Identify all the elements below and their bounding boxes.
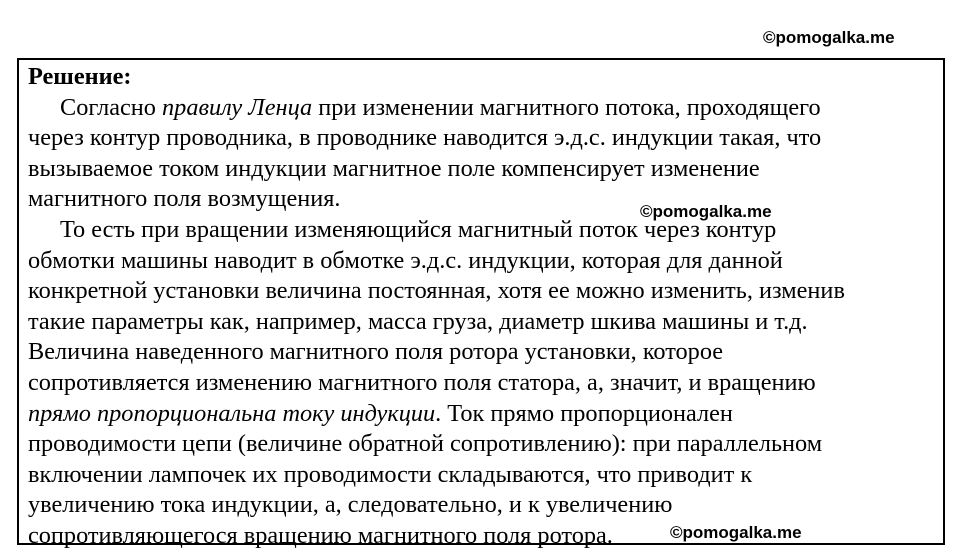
solution-text [28,62,943,552]
watermark-middle: ©pomogalka.me [640,202,772,221]
paragraph-2-line-3: конкретной установки величина постоянная, хотя ее можно изменить, изменив [28,277,845,305]
paragraph-2-line-6: сопротивляется изменению магнитного поля статора, а, значит, и вращению [28,368,816,396]
paragraph-1-line-2: через контур проводника, в проводнике наводится э.д.с. индукции такая, что [28,124,822,152]
paragraph-1-line-3: вызываемое током индукции магнитное поле компенсирует изменение [28,154,760,182]
proportional-term: прямо пропорциональна току индукции [28,399,436,427]
solution-heading: Решение: [28,63,132,90]
paragraph-2-line-8: проводимости цепи (величине обратной сопротивлению): при параллельном [28,430,823,458]
paragraph-2-line-10: увеличению тока индукции, а, следовательно, и к увеличению [28,491,673,519]
paragraph-2-line-9: включении лампочек их проводимости складываются, что приводит к [28,460,753,488]
paragraph-1-line-1: Согласно правилу Ленца при изменении магнитного потока, проходящего [60,93,821,121]
paragraph-1-line-4: магнитного поля возмущения. [28,185,341,213]
paragraph-2-line-11: сопротивляющегося вращению магнитного поля ротора. [28,521,613,549]
paragraph-2-line-7: прямо пропорциональна току индукции. Ток прямо пропорционален [28,399,733,427]
paragraph-2-line-1: То есть при вращении изменяющийся магнитный поток через контур [60,215,777,243]
paragraph-2-line-5: Величина наведенного магнитного поля ротора установки, которое [28,338,724,366]
paragraph-2-line-2: обмотки машины наводит в обмотке э.д.с. индукции, которая для данной [28,246,783,274]
watermark-top: ©pomogalka.me [763,28,895,47]
watermark-bottom: ©pomogalka.me [670,523,802,542]
paragraph-2-line-4: такие параметры как, например, масса груза, диаметр шкива машины и т.д. [28,307,808,335]
lenz-rule-term: правилу Ленца [162,93,313,121]
